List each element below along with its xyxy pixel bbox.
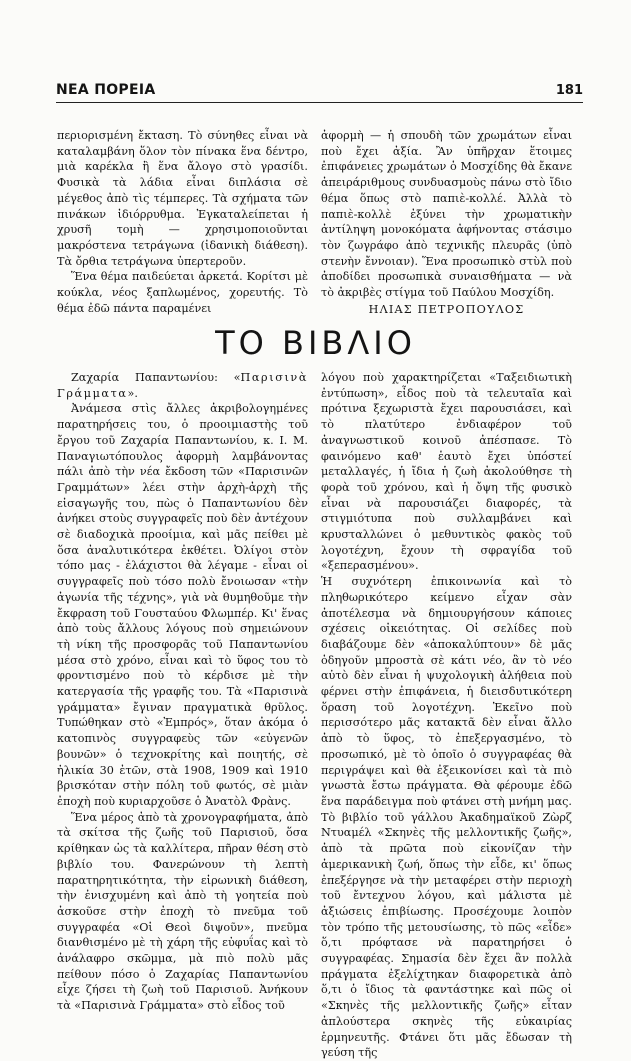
paragraph: Ἡ συχνότερη ἐπικοινωνία καὶ τὸ πληθωρικότερο κείμενο εἶχαν σὰν ἀποτέλεσμα νὰ δημιουργήσουν κάποιες σχέσεις οἰκειότητας. Οἱ σελίδες ποὺ διαβάζουμε δὲν «ἀποκαλύπτουν» δὲ μᾶς ὁδηγοῦν μπροστὰ σὲ κάτι νέο, ἂν τὸ νέο αὐτὸ δὲν εἶναι ἡ ψυχολογικὴ ἀλήθεια ποὺ φέρνει στὴν ἐπιφάνεια, ἡ διεισδυτικότερη ὅραση τοῦ λογοτέχνη. Ἐκεῖνο ποὺ περισσότερο μᾶς κατακτᾶ δὲν εἶναι ἄλλο ἀπὸ τὸ ὕφος, τὸ ἐπεξεργασμένο, τὸ προσωπικό, μὲ τὸ ὁποῖο ὁ συγγραφέας θὰ περιγράψει καὶ θὰ ἐξεικονίσει καὶ τὰ πιὸ γνωστὰ ἔστω πράγματα. Θὰ φέρουμε ἐδῶ ἕνα παράδειγμα ποὺ φτάνει στὴ μνήμη μας. Τὸ βιβλίο τοῦ γάλλου Ἀκαδημαϊκοῦ Ζὼρζ Ντυαμέλ «Σκηνὲς τῆς μελλοντικῆς ζωῆς», ἀπὸ τὰ πρῶτα ποὺ εἰκονίζαν τὴν ἀμερικανικὴ ζωή, ὅπως τὴν εἶδε, κι' ὅπως ἐπεξέργησε νὰ τὴν μεταφέρει στὴν περιοχὴ τοῦ ἔντεχνου λόγου, καὶ μάλιστα μὲ ἀξιώσεις ἐπιβίωσης. Προσέχουμε λοιπὸν τὸν τρόπο τῆς μετουσίωσης, τὸ πῶς «εἶδε» ὅ,τι πρόφτασε νὰ παρατηρήσει ὁ συγγραφέας. Σημασία δὲν ἔχει ἂν πολλὰ πράγματα ἐξελίχτηκαν διαφορετικὰ ἀπὸ ὅ,τι ὁ ἴδιος τὰ φαντάστηκε καὶ πῶς οἱ «Σκηνὲς τῆς μελλοντικῆς ζωῆς» εἶταν ἀπλούστερα σκηνὲς τῆς εὐκαιρίας ἑρμηνευτῆς. Φτάνει ὅτι μᾶς ἔδωσαν τὴ γεύση τῆς — [321, 575, 572, 1060]
paragraph: Ἀνάμεσα στὶς ἄλλες ἀκριβολογημένες παρατηρήσεις του, ὁ προοιμιαστὴς τοῦ ἔργου τοῦ Ζαχαρία Παπαντωνίου, κ. Ι. Μ. Παναγιωτόπουλος ἀφορμὴ λαμβάνοντας πάλι ἀπὸ τὴν νέα ἔκδοση τῶν «Παρισινῶν Γραμμάτων» λέει στὴν ἀρχὴ-ἀρχὴ τῆς εἰσαγωγῆς του, πὼς ὁ Παπαντωνίου δὲν ἀνήκει στοὺς συγγραφεῖς ποὺ δὲν ἀντέχουν σὲ διαδοχικὰ προοίμια, καὶ μᾶς πείθει μὲ ὅσα ἀναλυτικότερα ἐκθέτει. Ὀλίγοι στὸν τόπο μας - ἐλάχιστοι θὰ λέγαμε - εἶναι οἱ συγγραφεῖς ποὺ τόσο πολὺ ἔνοιωσαν «τὴν ἀγωνία τῆς τέχνης», γιὰ νὰ θυμηθοῦμε τὴν ἔκφραση τοῦ Γουσταύου Φλωμπέρ. Κι' ἕνας ἀπὸ τοὺς ἄλλους λόγους ποὺ σημειώνουν τὴ νίκη τῆς προσφορᾶς τοῦ Παπαντωνίου μέσα στὸ χρόνο, εἶναι καὶ τὸ ὕφος του τὸ φροντισμένο ποὺ τὸ κέρδισε μὲ τὴν κατεργασία τῆς γραφῆς του. Τὰ «Παρισινὰ γράμματα» ἔγιναν πραγματικὰ θρῦλος. Τυπώθηκαν στὸ «Ἐμπρός», ὅταν ἀκόμα ὁ κατοπινὸς συγγραφεὺς τῶν «εὐγενῶν βουνῶν» ὁ τεχνοκρίτης καὶ ποιητής, σὲ ἡλικία 30 ἐτῶν, στὰ 1908, 1909 καὶ 1910 βρισκόταν στὴν πόλη τοῦ φωτός, σὲ μιὰν ἐποχὴ ποὺ κυριαρχοῦσε ὁ Ἀνατὸλ Φρὰνς. — [57, 402, 308, 808]
paragraph: περιορισμένη ἔκταση. Τὸ σύνηθες εἶναι νὰ καταλαμβάνη ὅλον τὸν πίνακα ἕνα δέντρο, μιὰ καρέκλα ἢ ἕνα ἄλογο στὸ γρασίδι. Φυσικὰ τὰ λάδια εἶναι διπλάσια σὲ μέγεθος ἀπὸ τὶς τέμπερες. Τὰ σχήματα τῶν πινάκων ἰδιόρρυθμα. Ἐγκαταλείπεται ἡ χρυσῆ τομὴ — χρησιμοποιοῦνται μακρόστενα τετράγωνα (ἰδανικὴ διάθεση). Τὰ ὄρθια τετράγωνα ὑπερτεροῦν. — [57, 129, 308, 268]
paragraph: ἀφορμὴ — ἡ σπουδὴ τῶν χρωμάτων εἶναι ποὺ ἔχει ἀξία. Ἂν ὑπῆρχαν ἕτοιμες ἐπιφάνειες χρωμάτων ὁ Μοσχίδης θὰ ἔκανε ἀπειράριθμους συνδυασμοὺς πάνω στὸ ἴδιο θέμα ὅπως στὸ παπιὲ-κολλέ. Ἀλλὰ τὸ παπιὲ-κολλὲ ἐξύνει τὴν χρωματικὴν ἀντίληψη μονοκόματα ἀφήνοντας στάσιμο τὸν ζωγράφο ἀπὸ τεχνικῆς πλευρᾶς (ὑπὸ στενὴν ἔννοιαν). Ἕνα προσωπικὸ στὺλ ποὺ ἀποδίδει προσωπικὰ συναισθήματα — νὰ τὸ ἀκριβὲς στίγμα τοῦ Παύλου Μοσχίδη. — [321, 129, 572, 300]
bottom-right-column — [321, 370, 572, 1061]
top-right-column — [321, 128, 572, 317]
paragraph: Ἕνα μέρος ἀπὸ τὰ χρονογραφήματα, ἀπὸ τὰ σκίτσα τῆς ζωῆς τοῦ Παρισιοῦ, ὅσα κρίθηκαν ὡς τὰ καλλίτερα, πῆραν θέση στὸ βιβλίο του. Φανερώνουν τὴ λεπτὴ παρατηρητικότητα, τὴν εἰρωνικὴ διάθεση, τὴν ἐνισχυμένη καὶ ἀπὸ τὴ γοητεία ποὺ ἀσκοῦσε στὴν ἐποχὴ τὸ πνεῦμα τοῦ συγγραφέα «Οἱ Θεοὶ διψοῦν», πνεῦμα διανθισμένο μὲ τὴ χάρη τῆς εὐφυΐας καὶ τὸ ἀνάλαφρο σκῶμμα, μὰ πιὸ πολὺ μᾶς πείθουν πόσο ὁ Ζαχαρίας Παπαντωνίου εἶχε ζήσει τὴ ζωὴ τοῦ Παρισιοῦ. Ἀνήκουν τὰ «Παρισινὰ Γράμματα» στὸ εἶδος τοῦ — [57, 810, 308, 1013]
paragraph: λόγου ποὺ χαρακτηρίζεται «Ταξειδιωτικὴ ἐντύπωση», εἶδος ποὺ τὰ τελευταῖα καὶ πρότινα ξεχωριστὰ ἔχει παρουσιάσει, καὶ τὸ πλατύτερο ἐνδιαφέρον τοῦ ἀναγνωστικοῦ κοινοῦ ἀπέσπασε. Τὸ φαινόμενο καθ' ἑαυτὸ ἔχει ὑπόστεί μεταλλαγές, ἡ ἴδια ἡ ζωὴ ἀκολούθησε τὴ φορὰ τοῦ χρόνου, καὶ ἡ ὄψη τῆς φυσικὸ εἶναι νὰ παρουσιάζει διαφορές, τὰ στιγμιότυπα ποὺ συλλαμβάνει καὶ κρυσταλλώνει ὁ μεθυντικὸς φακὸς τοῦ λογοτέχνη, ἔχουν τὴ σφραγίδα τοῦ «ξεπερασμένου». — [321, 371, 572, 573]
paragraph: Ἕνα θέμα παιδεύεται ἀρκετά. Κορίτσι μὲ κούκλα, νέος ξαπλωμένος, χορευτής. Τὸ θέμα ἐδῶ πάντα παραμένει — [57, 270, 308, 315]
page-header — [56, 74, 583, 103]
author-signature: ΗΛΙΑΣ ΠΕΤΡΟΠΟΥΛΟΣ — [368, 302, 525, 316]
book-title: Παρισινὰ Γράμματα — [57, 371, 308, 400]
top-left-column — [57, 128, 308, 316]
section-title: ΤΟ ΒΙΒΛΙΟ — [215, 324, 416, 362]
book-author: Ζαχαρία Παπαντωνίου: « — [71, 371, 241, 384]
bottom-left-column — [57, 370, 308, 1014]
page-number: 181 — [555, 83, 583, 98]
journal-title: ΝΕΑ ΠΟΡΕΙΑ — [56, 82, 156, 98]
book-reference — [57, 370, 308, 401]
book-reference-end: ». — [127, 386, 138, 400]
